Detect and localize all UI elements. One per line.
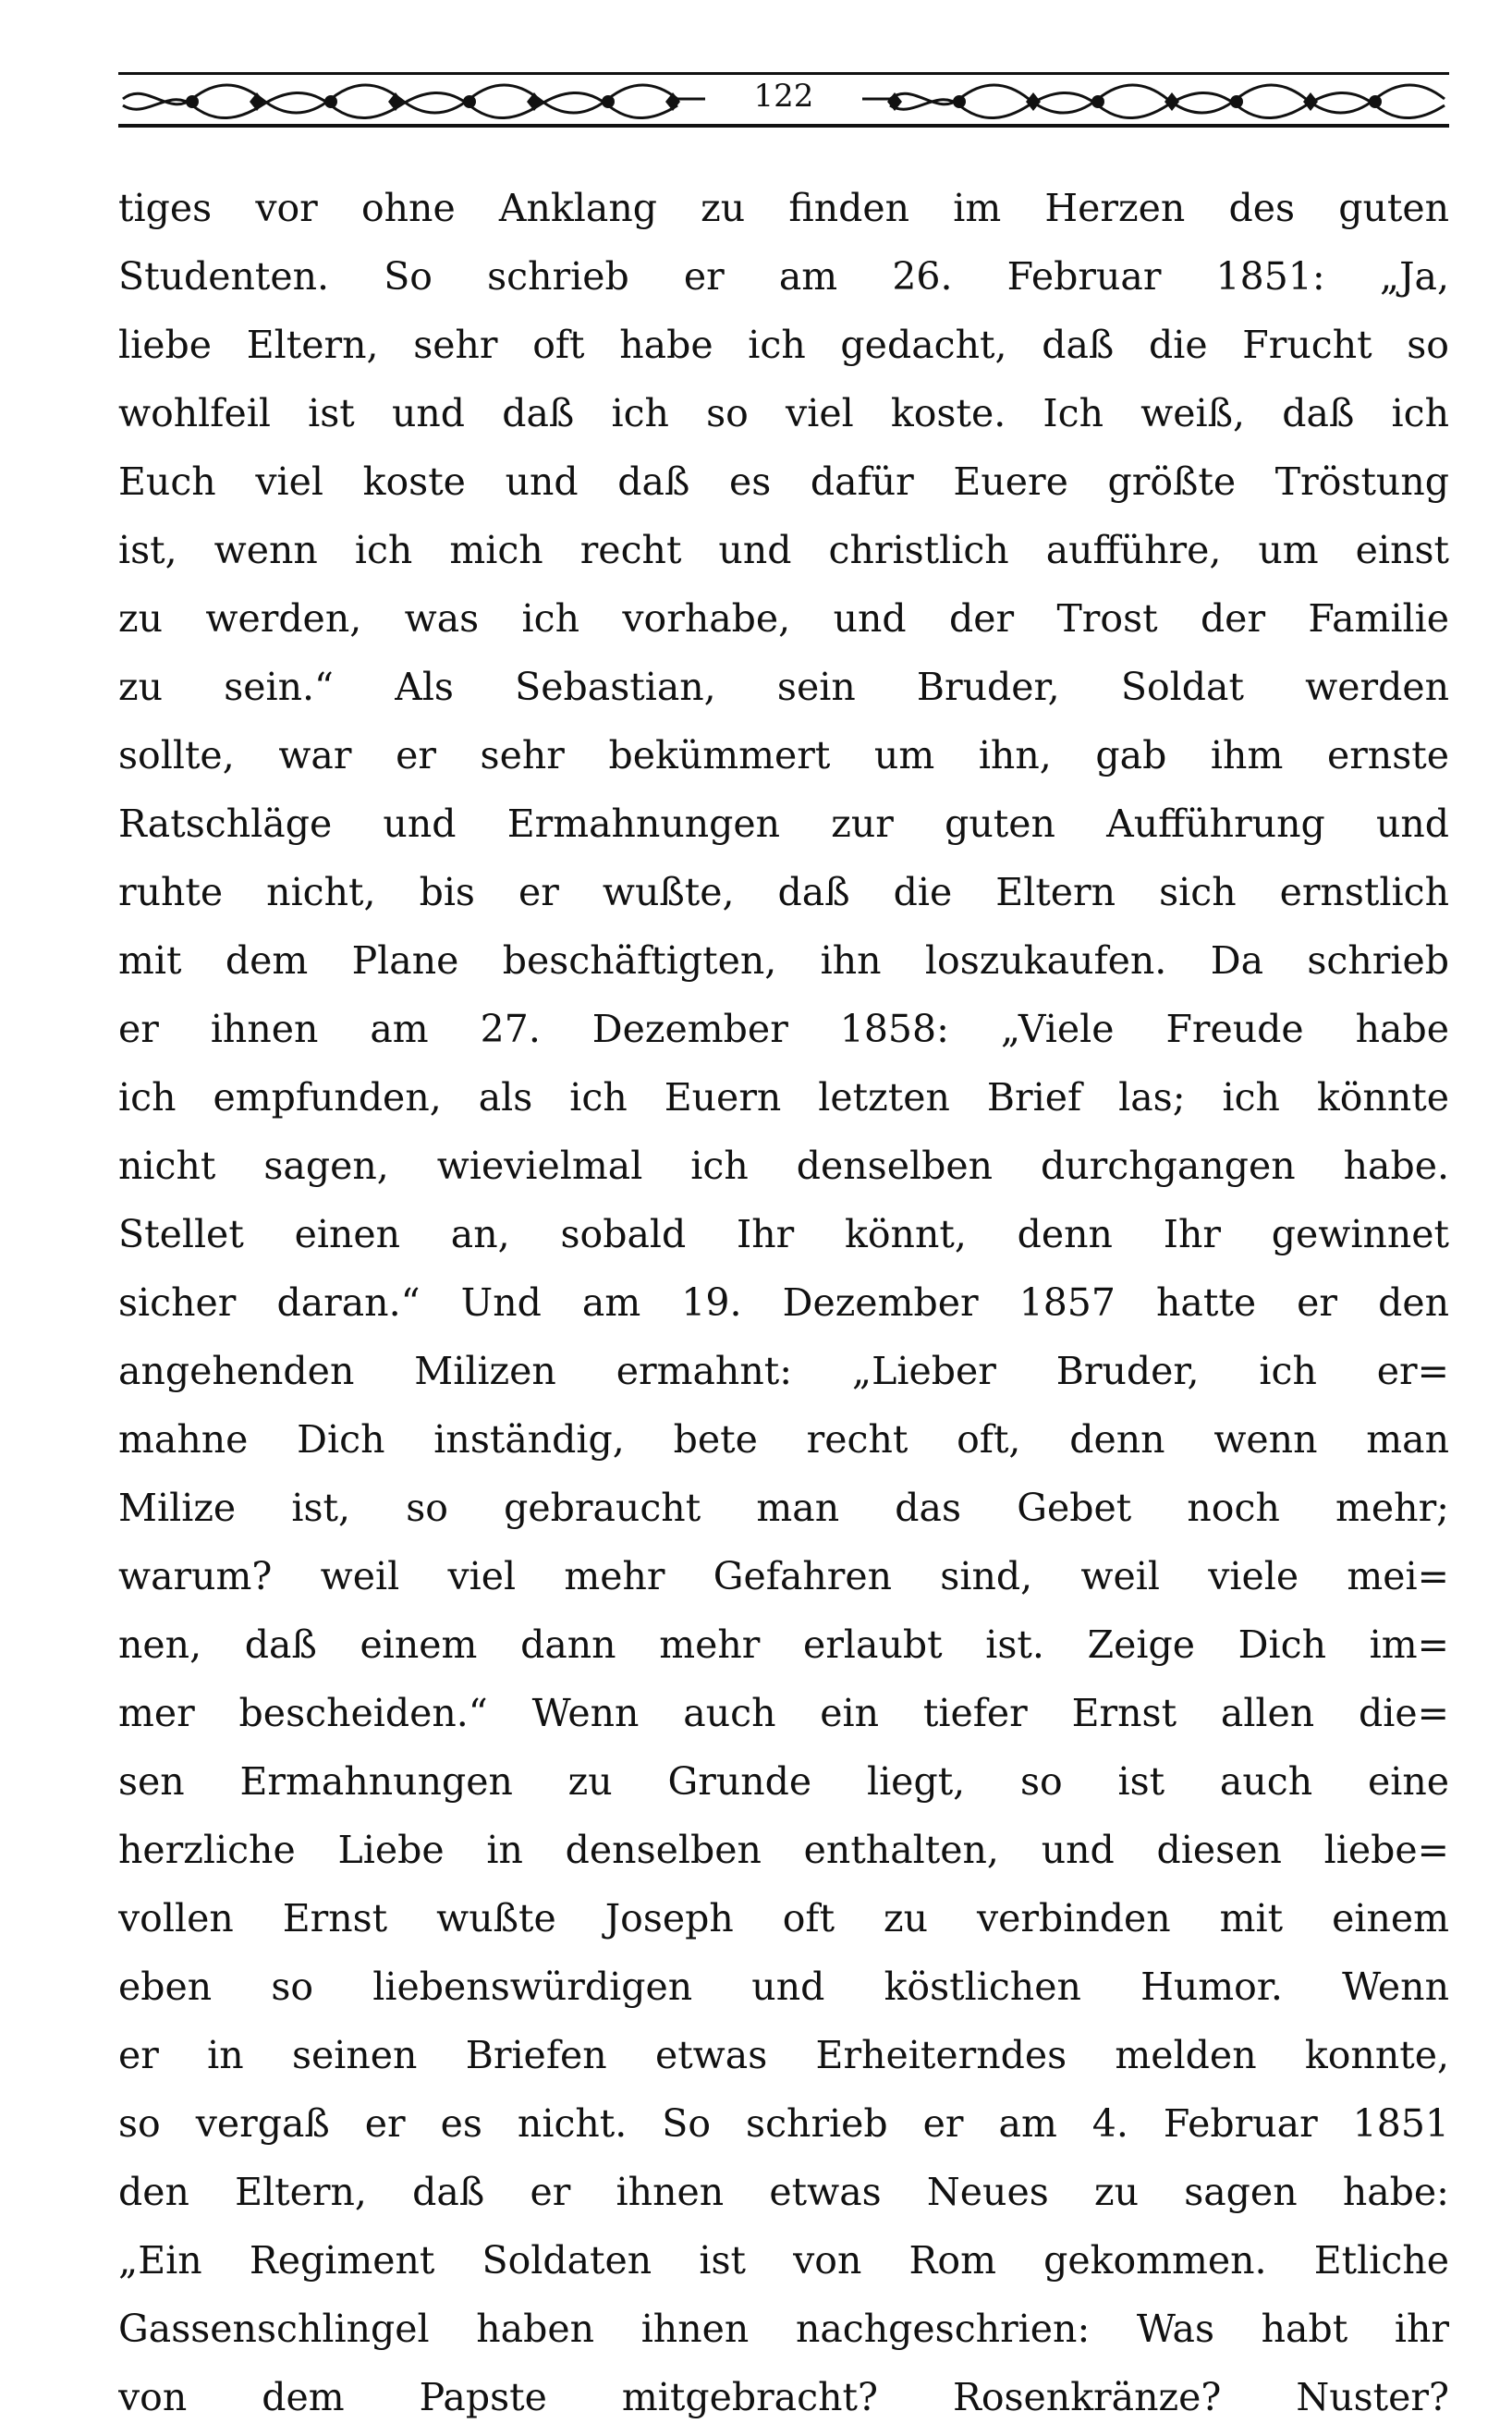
text-line: nicht sagen, wievielmal ich denselben durchgangen habe. xyxy=(118,1144,1449,1188)
text-line: Euch viel koste und daß es dafür Euere größte Tröstung xyxy=(118,459,1449,504)
text-line: mahne Dich inständig, bete recht oft, denn wenn man xyxy=(118,1417,1449,1462)
text-line: er in seinen Briefen etwas Erheiterndes melden konnte, xyxy=(118,2033,1449,2077)
text-line: zu sein.“ Als Sebastian, sein Bruder, Soldat werden xyxy=(118,665,1449,709)
text-line: von dem Papste mitgebracht? Rosenkränze? Nuster? xyxy=(118,2375,1449,2419)
text-line: herzliche Liebe in denselben enthalten, und diesen liebe= xyxy=(118,1828,1449,1872)
page-header xyxy=(118,65,1449,131)
text-line: Stellet einen an, sobald Ihr könnt, denn Ihr gewinnet xyxy=(118,1212,1449,1256)
header-bottom-rule xyxy=(118,124,1449,128)
text-line: zu werden, was ich vorhabe, und der Trost der Familie xyxy=(118,596,1449,641)
text-line: den Eltern, daß er ihnen etwas Neues zu sagen habe: xyxy=(118,2170,1449,2214)
text-line: sicher daran.“ Und am 19. Dezember 1857 hatte er den xyxy=(118,1280,1449,1325)
text-line: vollen Ernst wußte Joseph oft zu verbinden mit einem xyxy=(118,1896,1449,1940)
text-line: liebe Eltern, sehr oft habe ich gedacht, daß die Frucht so xyxy=(118,323,1449,367)
text-line: er ihnen am 27. Dezember 1858: „Viele Freude habe xyxy=(118,1007,1449,1051)
text-line: mer bescheiden.“ Wenn auch ein tiefer Ernst allen die= xyxy=(118,1691,1449,1735)
text-line: Studenten. So schrieb er am 26. Februar 1851: „Ja, xyxy=(118,254,1449,299)
body-text xyxy=(118,174,1449,2431)
header-ornament-right-icon xyxy=(858,76,1449,122)
text-line: warum? weil viel mehr Gefahren sind, weil viele mei= xyxy=(118,1554,1449,1598)
text-line: ruhte nicht, bis er wußte, daß die Eltern sich ernstlich xyxy=(118,870,1449,914)
text-line: sollte, war er sehr bekümmert um ihn, gab ihm ernste xyxy=(118,733,1449,777)
text-line: ich empfunden, als ich Euern letzten Brief las; ich könnte xyxy=(118,1075,1449,1120)
text-line: so vergaß er es nicht. So schrieb er am 4. Februar 1851 xyxy=(118,2101,1449,2146)
text-line: ist, wenn ich mich recht und christlich aufführe, um einst xyxy=(118,528,1449,572)
text-line: tiges vor ohne Anklang zu finden im Herzen des guten xyxy=(118,186,1449,230)
text-line: Milize ist, so gebraucht man das Gebet noch mehr; xyxy=(118,1486,1449,1530)
text-line: Ratschläge und Ermahnungen zur guten Aufführung und xyxy=(118,802,1449,846)
text-line: eben so liebenswürdigen und köstlichen Humor. Wenn xyxy=(118,1965,1449,2009)
text-line: „Ein Regiment Soldaten ist von Rom gekommen. Etliche xyxy=(118,2238,1449,2283)
text-line: nen, daß einem dann mehr erlaubt ist. Zeige Dich im= xyxy=(118,1622,1449,1667)
text-line: Gassenschlingel haben ihnen nachgeschrien: Was habt ihr xyxy=(118,2307,1449,2351)
text-line: angehenden Milizen ermahnt: „Lieber Bruder, ich er= xyxy=(118,1349,1449,1393)
page-number: 122 xyxy=(753,78,814,115)
text-line: wohlfeil ist und daß ich so viel koste. Ich weiß, daß ich xyxy=(118,391,1449,435)
header-ornament-left-icon xyxy=(118,76,710,122)
text-line: sen Ermahnungen zu Grunde liegt, so ist auch eine xyxy=(118,1759,1449,1804)
text-line: mit dem Plane beschäftigten, ihn loszukaufen. Da schrieb xyxy=(118,938,1449,983)
